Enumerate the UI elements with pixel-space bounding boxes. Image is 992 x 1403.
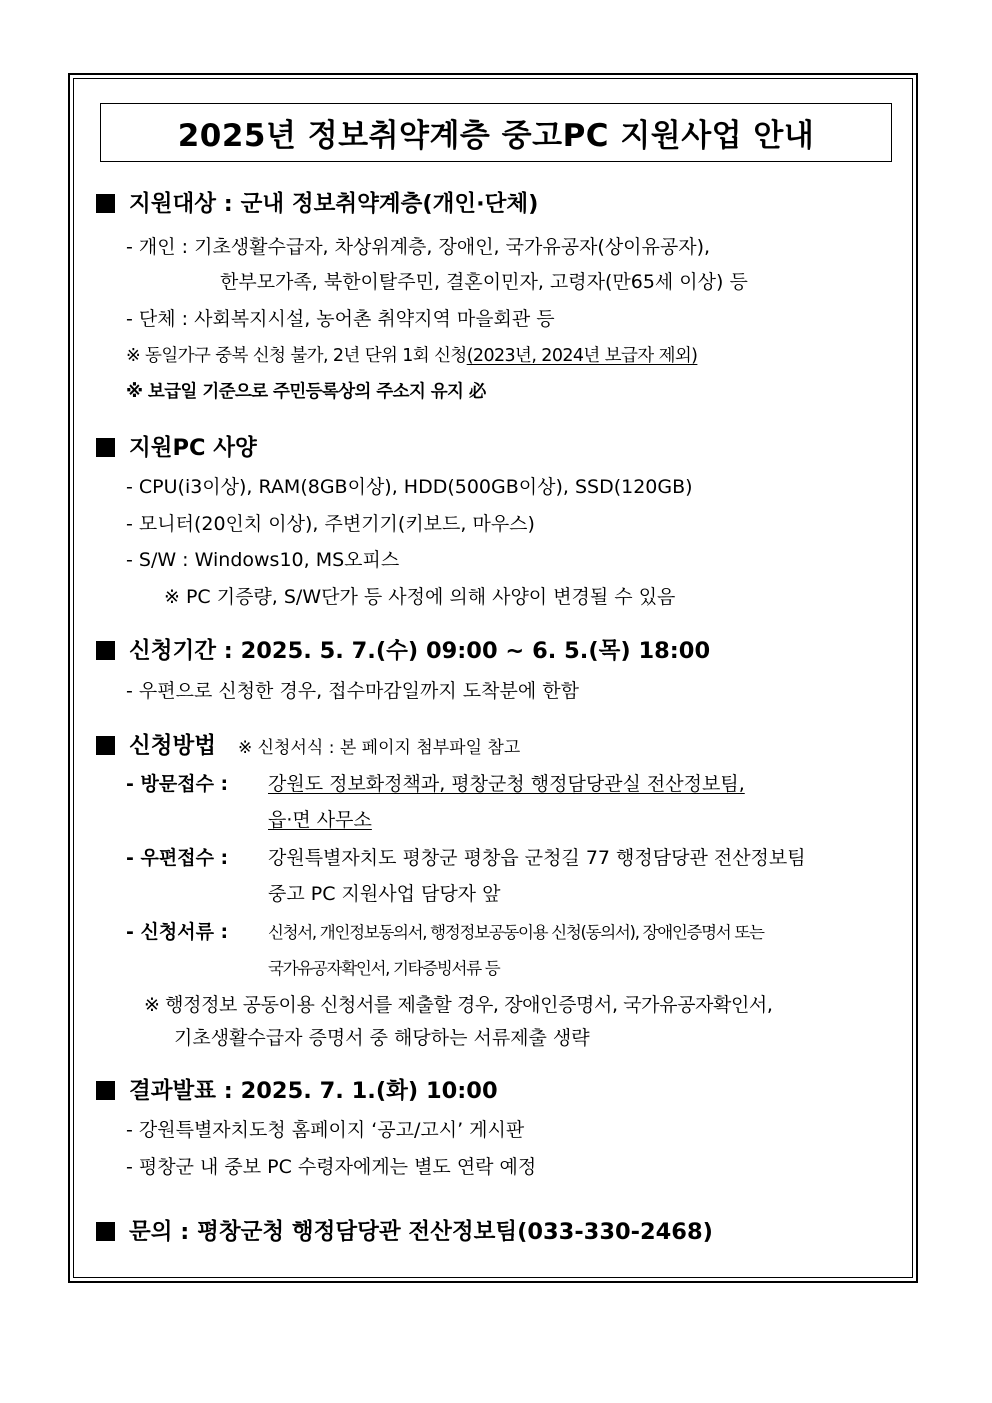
spec-note: ※ PC 기증량, S/W단가 등 사정에 의해 사양이 변경될 수 있음 (164, 586, 676, 608)
target-individual-line1: - 개인 : 기초생활수급자, 차상위계층, 장애인, 국가유공자(상이유공자), (126, 236, 711, 258)
black-square-icon (96, 438, 115, 457)
method-docs-line2: 국가유공자확인서, 기타증빙서류 등 (268, 959, 500, 978)
method-heading-note: ※ 신청서식 : 본 페이지 첨부파일 참고 (237, 738, 521, 758)
target-individual-line2: 한부모가족, 북한이탈주민, 결혼이민자, 고령자(만65세 이상) 등 (220, 271, 748, 293)
method-note-line1: ※ 행정정보 공동이용 신청서를 제출할 경우, 장애인증명서, 국가유공자확인서, (144, 994, 773, 1016)
title-box (100, 103, 892, 162)
method-mail-label: - 우편접수 : (126, 847, 229, 869)
spec-line1: - CPU(i3이상), RAM(8GB이상), HDD(500GB이상), SSD(120GB) (126, 476, 693, 498)
black-square-icon (96, 736, 115, 755)
result-line2: - 평창군 내 중보 PC 수령자에게는 별도 연락 예정 (126, 1156, 537, 1178)
target-note2: ※ 보급일 기준으로 주민등록상의 주소지 유지 必 (126, 382, 486, 402)
method-visit-line2: 읍·면 사무소 (268, 809, 372, 831)
method-visit-line1: 강원도 정보화정책과, 평창군청 행정담당관실 전산정보팀, (268, 773, 745, 795)
target-note1: ※ 동일가구 중복 신청 불가, 2년 단위 1회 신청(2023년, 2024년 보급자 제외) (126, 346, 698, 366)
target-group-line: - 단체 : 사회복지시설, 농어촌 취약지역 마을회관 등 (126, 308, 555, 330)
spec-line2: - 모니터(20인치 이상), 주변기기(키보드, 마우스) (126, 513, 535, 535)
method-mail-line2: 중고 PC 지원사업 담당자 앞 (268, 883, 501, 905)
black-square-icon (96, 641, 115, 660)
black-square-icon (96, 1222, 115, 1241)
section-target-heading: 지원대상 : 군내 정보취약계층(개인·단체) (96, 186, 538, 218)
section-period-heading: 신청기간 : 2025. 5. 7.(수) 09:00 ~ 6. 5.(목) 18:00 (96, 633, 710, 665)
page-title: 2025년 정보취약계층 중고PC 지원사업 안내 (177, 118, 815, 154)
black-square-icon (96, 1081, 115, 1100)
method-mail-line1: 강원특별자치도 평창군 평창읍 군청길 77 행정담당관 전산정보팀 (268, 847, 806, 869)
section-method-heading: 신청방법 ※ 신청서식 : 본 페이지 첨부파일 참고 (96, 728, 520, 760)
method-visit-label: - 방문접수 : (126, 773, 229, 795)
period-line1: - 우편으로 신청한 경우, 접수마감일까지 도착분에 한함 (126, 680, 579, 702)
method-note-line2: 기초생활수급자 증명서 중 해당하는 서류제출 생략 (174, 1027, 590, 1049)
result-line1: - 강원특별자치도청 홈페이지 ‘공고/고시’ 게시판 (126, 1119, 525, 1141)
section-result-heading: 결과발표 : 2025. 7. 1.(화) 10:00 (96, 1073, 498, 1105)
method-docs-line1: 신청서, 개인정보동의서, 행정정보공동이용 신청(동의서), 장애인증명서 또는 (268, 923, 764, 942)
method-docs-label: - 신청서류 : (126, 921, 229, 943)
section-contact-heading: 문의 : 평창군청 행정담당관 전산정보팀(033-330-2468) (96, 1214, 713, 1246)
black-square-icon (96, 194, 115, 213)
section-spec-heading: 지원PC 사양 (96, 430, 257, 462)
spec-line3: - S/W : Windows10, MS오피스 (126, 549, 400, 571)
